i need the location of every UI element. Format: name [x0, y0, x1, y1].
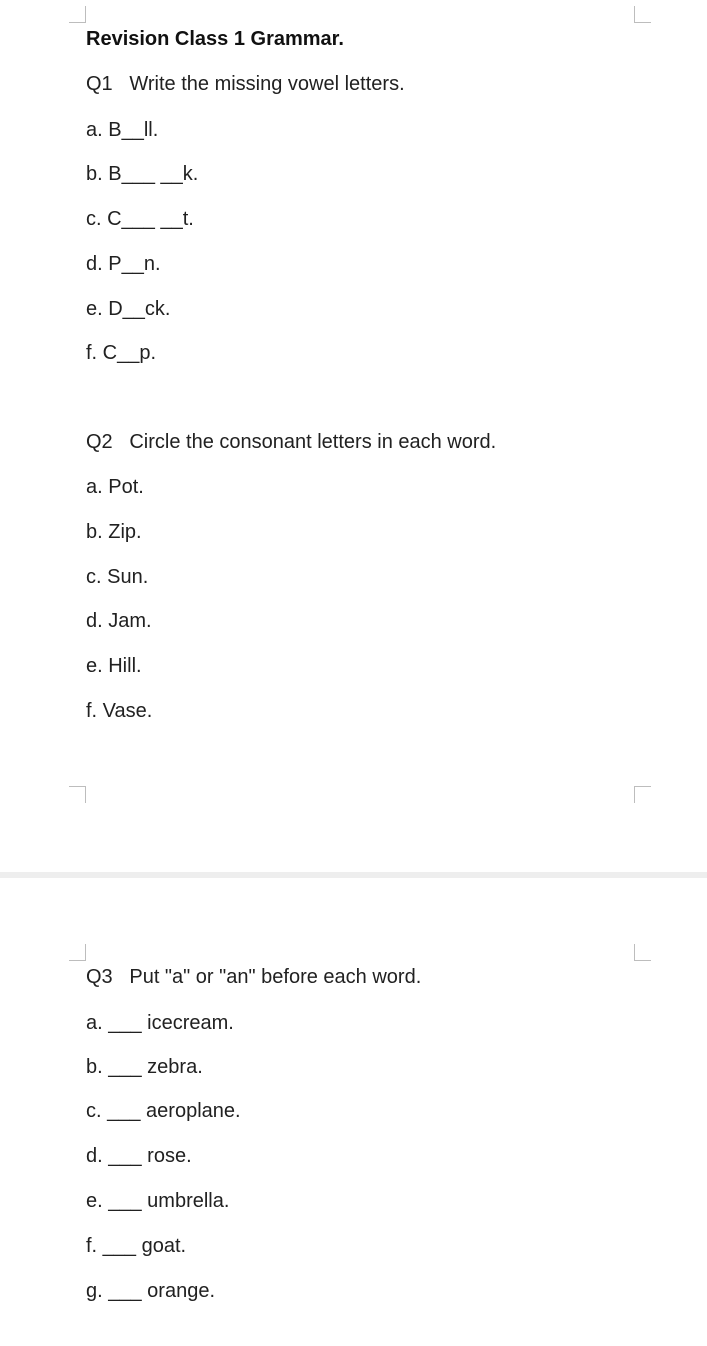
q1-item-d: d. P__n.: [86, 253, 161, 275]
q3-item-c: c. ___ aeroplane.: [86, 1100, 241, 1122]
page-corner-mark: [634, 6, 651, 23]
q1-item-c: c. C___ __t.: [86, 208, 194, 230]
document-page-2: [0, 878, 707, 1346]
q2-item-f: f. Vase.: [86, 700, 153, 722]
q3-heading: Q3 Put "a" or "an" before each word.: [86, 966, 422, 988]
q1-heading: Q1 Write the missing vowel letters.: [86, 73, 405, 95]
q3-item-f: f. ___ goat.: [86, 1235, 187, 1257]
q3-item-a: a. ___ icecream.: [86, 1012, 234, 1034]
q1-item-e: e. D__ck.: [86, 298, 171, 320]
q2-heading: Q2 Circle the consonant letters in each word.: [86, 431, 497, 453]
q1-item-a: a. B__ll.: [86, 119, 159, 141]
q3-item-b: b. ___ zebra.: [86, 1056, 203, 1078]
page-corner-mark: [634, 944, 651, 961]
q2-item-b: b. Zip.: [86, 521, 142, 543]
q2-item-a: a. Pot.: [86, 476, 144, 498]
q2-item-e: e. Hill.: [86, 655, 142, 677]
page-corner-mark: [69, 6, 86, 23]
q3-item-g: g. ___ orange.: [86, 1280, 215, 1302]
page-corner-mark: [69, 786, 86, 803]
page-corner-mark: [69, 944, 86, 961]
q1-item-b: b. B___ __k.: [86, 163, 199, 185]
q2-item-c: c. Sun.: [86, 566, 149, 588]
page-corner-mark: [634, 786, 651, 803]
q1-item-f: f. C__p.: [86, 342, 157, 364]
document-title: Revision Class 1 Grammar.: [86, 28, 344, 50]
q3-item-d: d. ___ rose.: [86, 1145, 192, 1167]
q2-item-d: d. Jam.: [86, 610, 152, 632]
q3-item-e: e. ___ umbrella.: [86, 1190, 230, 1212]
